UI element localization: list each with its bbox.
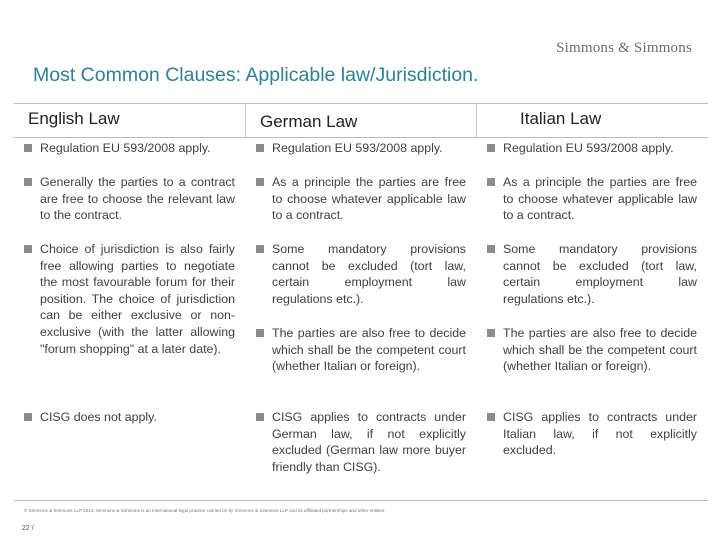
law-comparison-columns xyxy=(14,104,708,474)
square-bullet-icon xyxy=(487,329,495,337)
list-item: CISG does not apply. xyxy=(14,409,245,426)
square-bullet-icon xyxy=(487,144,495,152)
header-divider xyxy=(14,137,708,138)
column-english-law xyxy=(14,104,245,424)
square-bullet-icon xyxy=(256,329,264,337)
column-italian-law xyxy=(476,104,707,458)
square-bullet-icon xyxy=(487,413,495,421)
square-bullet-icon xyxy=(24,144,32,152)
page-number: 22 / xyxy=(22,525,34,532)
column-german-law xyxy=(245,104,476,474)
list-item: CISG applies to contracts under Italian law, if not explicitly excluded. xyxy=(477,409,707,459)
list-item: Regulation EU 593/2008 apply. xyxy=(477,140,707,157)
list-item: CISG applies to contracts under German law, if not explicitly excluded (German law more buyer friendly than CISG). xyxy=(246,409,476,475)
square-bullet-icon xyxy=(24,178,32,186)
square-bullet-icon xyxy=(24,413,32,421)
copyright-notice: © Simmons & Simmons LLP 2013. Simmons & Simmons is an international legal practice carried on by Simmons & Simmons LLP and its affiliated partnerships and other entities. xyxy=(24,508,386,513)
square-bullet-icon xyxy=(24,245,32,253)
list-item: Some mandatory provisions cannot be excluded (tort law, certain employment law regulations etc.). xyxy=(246,241,476,307)
list-item: Regulation EU 593/2008 apply. xyxy=(14,140,245,157)
column-heading-german: German Law xyxy=(260,112,358,131)
square-bullet-icon xyxy=(487,245,495,253)
list-item: Regulation EU 593/2008 apply. xyxy=(246,140,476,157)
square-bullet-icon xyxy=(256,245,264,253)
bottom-divider xyxy=(14,500,708,501)
square-bullet-icon xyxy=(256,178,264,186)
list-item: Generally the parties to a contract are free to choose the relevant law to the contract. xyxy=(14,174,245,224)
square-bullet-icon xyxy=(487,178,495,186)
column-heading-english: English Law xyxy=(28,109,120,128)
list-item: As a principle the parties are free to choose whatever applicable law to a contract. xyxy=(246,174,476,224)
list-item: The parties are also free to decide which shall be the competent court (whether Italian or foreign). xyxy=(246,325,476,375)
square-bullet-icon xyxy=(256,413,264,421)
column-heading-italian: Italian Law xyxy=(520,109,602,128)
firm-logo: Simmons & Simmons xyxy=(556,40,692,56)
list-item: Some mandatory provisions cannot be excluded (tort law, certain employment law regulations etc.). xyxy=(477,241,707,307)
page-title: Most Common Clauses: Applicable law/Jurisdiction. xyxy=(33,64,479,86)
list-item: Choice of jurisdiction is also fairly free allowing parties to negotiate the most favourable forum for their position. The choice of jurisdiction can be either exclusive or non-exclusive (with the latter allowing "forum shopping" at a later date). xyxy=(14,241,245,357)
list-item: As a principle the parties are free to choose whatever applicable law to a contract. xyxy=(477,174,707,224)
list-item: The parties are also free to decide which shall be the competent court (whether Italian or foreign). xyxy=(477,325,707,375)
square-bullet-icon xyxy=(256,144,264,152)
